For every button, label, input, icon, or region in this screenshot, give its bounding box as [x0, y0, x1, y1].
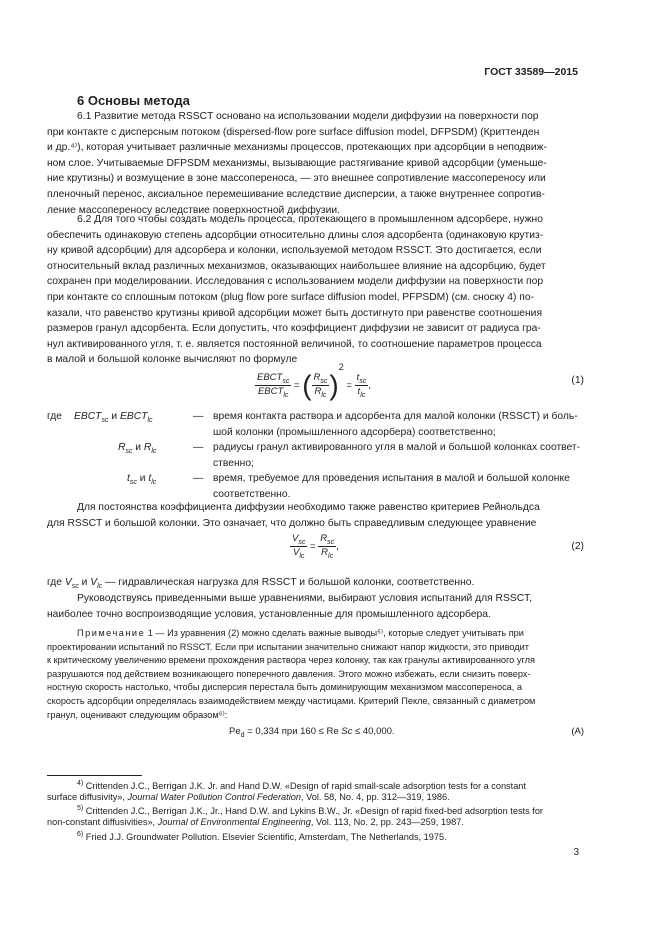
- text-line: ностную скорость настолько, чтобы дисперсия перестала быть доминирующим механизмом массопереноса, а: [47, 682, 523, 693]
- text-line: ление массопереносу вследствие поверхностной диффузии.: [47, 204, 340, 216]
- note-1: [47, 627, 584, 722]
- note-first-line: Примечание 1 — Из уравнения (2) можно сделать важные выводы⁵⁾, которые следует учитывать при: [77, 628, 524, 638]
- dash: —: [193, 473, 204, 484]
- text-line: нул активированного угля, т. е. является постоянной величиной, то соотношение параметров процесса: [47, 338, 542, 350]
- note-label: Примечание: [77, 628, 146, 638]
- footnote-separator: [47, 775, 142, 776]
- text-line: казали, что равенство крутизны кривой адсорбции может быть достигнуто при равенстве соотношения: [47, 307, 543, 319]
- page-number: 3: [573, 847, 579, 858]
- equation-a: $Pe_d = 0,334$ при 160 ≤ Re Sc ≤ 40,000.: [229, 726, 395, 739]
- paragraph-6-1: [47, 109, 584, 218]
- text-line: размеров гранул адсорбента. Если допустить, что коэффициент диффузии не зависит от радиуса гра-: [47, 323, 541, 335]
- text-line: в малой и большой колонке вычисляют по формуле: [47, 354, 298, 366]
- section-title: 6 Основы метода: [77, 93, 190, 108]
- where-label: где: [47, 411, 63, 422]
- paragraph-reynolds: [47, 500, 584, 531]
- paragraph-v-definition: где $V_{sc}$ и $V_{lc}$ — гидравлическая нагрузка для RSSCT и большой колонки, соответственно.: [47, 577, 475, 591]
- footnote-4: $^{4)}$ Crittenden J.C., Berrigan J.K. Jr. and Hand D.W. «Design of rapid small-scale adsorption tests for a constant surface diffusivity», Journal Water Pollution Control Federation, Vol. 58, No. 4, pp. 312—319, 1986.: [47, 780, 526, 802]
- paragraph-guidance: [47, 591, 584, 622]
- text-line: скорость адсорбции определялась взаимодействием между частицами. Критерий Пекле, связанный с диаметром: [47, 695, 536, 706]
- def-t-symbol: $t_{sc}$ и $t_{lc}$: [127, 473, 157, 487]
- def-ebct-symbol: $EBCT_{sc}$ и $EBCT_{lc}$: [74, 411, 153, 425]
- text-line: проектировании испытаний по RSSCT. Если при испытании значительно снижают напор жидкости, это приводит: [47, 641, 529, 652]
- footnote-5: $^{5)}$ Crittenden J.C., Berrigan J.K., Jr., Hand D.W. and Lykins B.W., Jr. «Design of rapid fixed-bed adsorption tests for non-constant diffusivities», Journal of Environmental Engineering, Vol. 113, No. 2, pp. 243—259, 1987.: [47, 805, 543, 827]
- text-line: разрушаются под действием возникающего поперечного давления. Этого можно избежать, если снизить поверх-: [47, 668, 531, 679]
- text-line: Руководствуясь приведенными выше уравнениями, выбирают условия испытаний для RSSCT,: [77, 593, 533, 604]
- text-line: обеспечить одинаковую степень адсорбции относительно длины слоя адсорбента (одинаковую крутиз-: [47, 229, 544, 241]
- equation-number-a: (A): [571, 726, 584, 737]
- def-r-text: радиусы гранул активированного угля в малой и большой колонках соответ- ственно;: [213, 442, 581, 469]
- def-ebct-text: время контакта раствора и адсорбента для малой колонки (RSSCT) и боль- шой колонки (промышленного адсорбера) соответственно;: [213, 411, 578, 438]
- def-t-text: время, требуемое для проведения испытания в малой и большой колонке соответственно.: [213, 473, 570, 500]
- text-line: и др.⁴⁾), которая учитывает различные механизмы процессов, протекающих при адсорбции в неподвиж-: [47, 142, 547, 154]
- text-line: гранул, оценивают следующим образом⁶⁾:: [47, 709, 228, 720]
- text-line: при контакте со сплошным потоком (plug flow pore surface diffusion model, PFPSDM) (см. сноску 4) по-: [47, 291, 534, 303]
- text-line: при контакте с дисперсным потоком (dispersed-flow pore surface diffusion model, DFPSDM) (Криттенден: [47, 126, 540, 138]
- dash: —: [193, 411, 204, 422]
- text-line: сохранен при моделировании. Исследования с использованием модели диффузии на поверхности пор: [47, 276, 544, 288]
- text-line: 6.1 Развитие метода RSSCT основано на использовании модели диффузии на поверхности пор: [77, 111, 539, 122]
- text-line: ном слое. Учитываемые DFPSDM механизмы, вызывающие растягивание кривой адсорбции (уменьше-: [47, 157, 547, 169]
- equation-number-1: (1): [571, 375, 584, 386]
- document-code: ГОСТ 33589—2015: [484, 66, 578, 78]
- footnote-6: $^{6)}$ Fried J.J. Groundwater Pollution. Elsevier Scientific, Amsterdam, The Netherlands, 1975.: [77, 831, 447, 843]
- text-line: ну кривой адсорбции) для адсорбера и колонки, используемой методом RSSCT. Это достигается, если: [47, 245, 542, 257]
- text-line: 6.2 Для того чтобы создать модель процесса, протекающего в промышленном адсорбере, нужно: [77, 214, 543, 225]
- text-line: Для постоянства коэффициента диффузии необходимо также равенство критериев Рейнольдса: [77, 502, 540, 513]
- equation-2: $\frac{V_{sc}}{V_{lc}}$ = $\frac{R_{sc}}{R_{lc}}$ ,: [292, 533, 339, 560]
- text-line: пленочный перенос, аксиальное перемешивание вследствие дисперсии, а также внутреннее сопротив-: [47, 188, 545, 200]
- paragraph-6-2: [47, 212, 584, 368]
- def-r-symbol: $R_{sc}$ и $R_{lc}$: [118, 442, 157, 456]
- text-line: к критическому увеличению времени прохождения раствора через колонку, так как гранулы активированного угля: [47, 655, 535, 666]
- text-line: для RSSCT и большой колонки. Это означает, что должно быть справедливым следующее уравнение: [47, 517, 537, 529]
- dash: —: [193, 442, 204, 453]
- text-line: ние крутизны) и возмущение в зоне массопереноса, — это внешнее сопротивление массопереносу или: [47, 173, 546, 185]
- equation-1: $\frac{EBCT_{sc}}{EBCT_{lc}}$ = ( $\frac{R_{sc}}{R_{lc}}$ )$^2$ = $\frac{t_{sc}}{t_{lc}}$ ,: [257, 362, 371, 401]
- text-line: относительный вклад различных механизмов, оказывающих наибольшее влияние на адсорбцию, будет: [47, 260, 546, 272]
- text-line: наиболее точно воспроизводящие условия, установленные для промышленного адсорбера.: [47, 608, 491, 620]
- equation-number-2: (2): [571, 541, 584, 552]
